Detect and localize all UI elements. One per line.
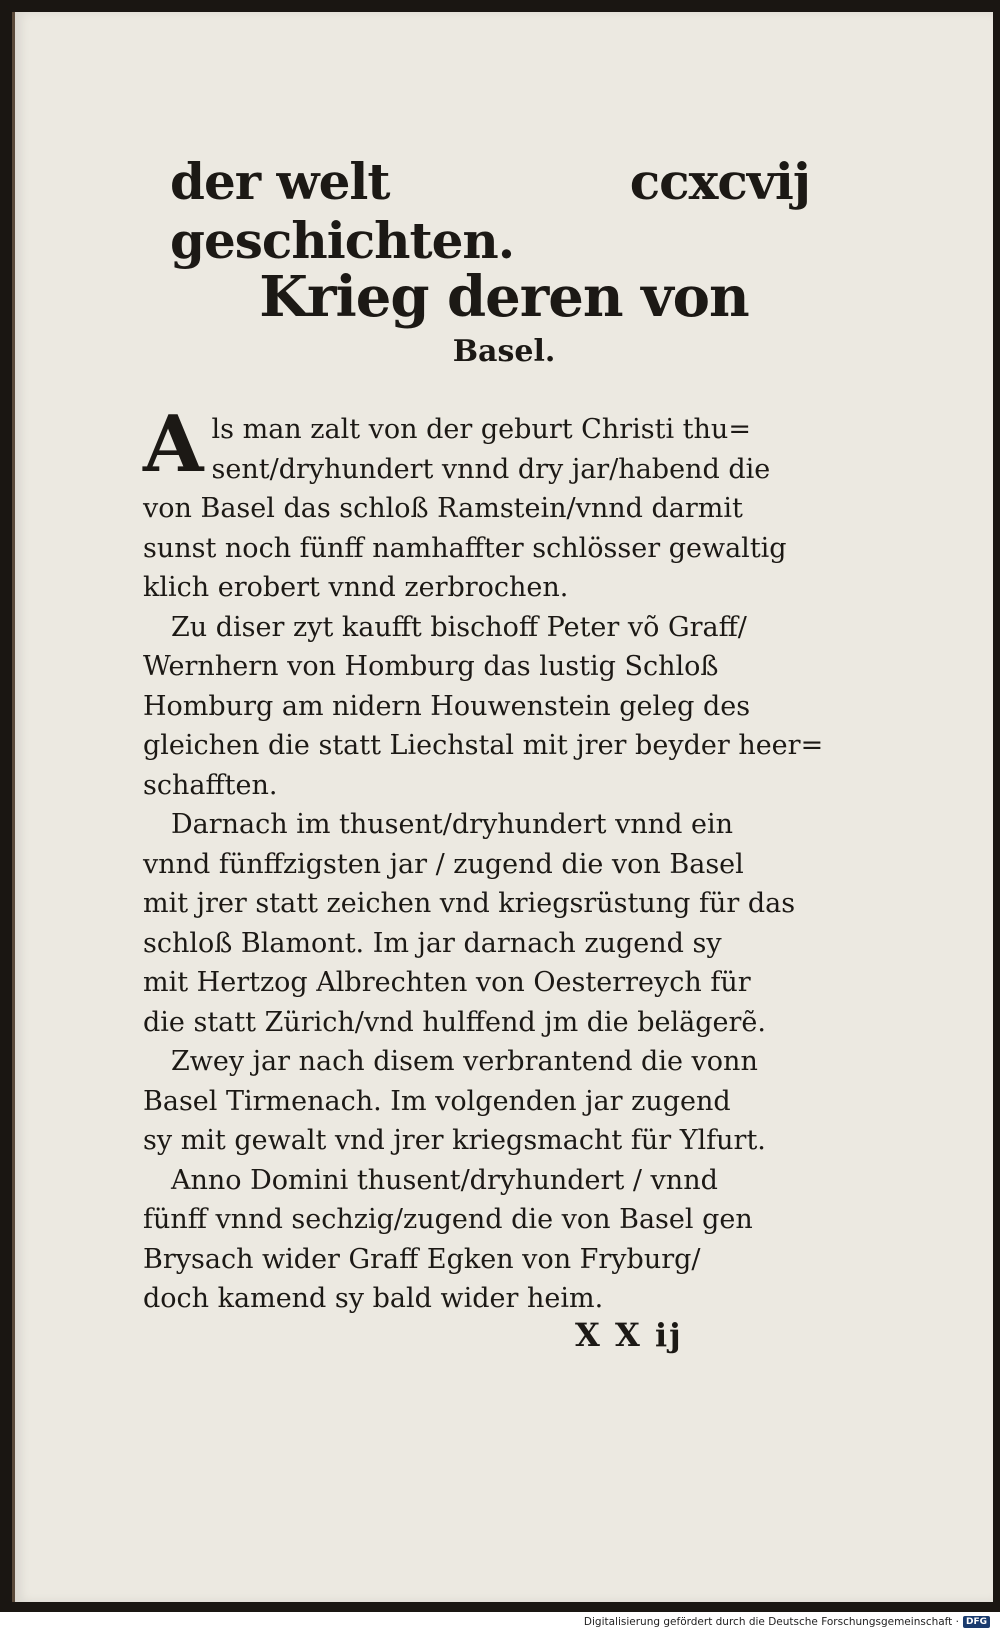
- chapter-title: Krieg deren von: [259, 264, 749, 330]
- text-line: Zwey jar nach disem verbrantend die vonn: [171, 1046, 758, 1077]
- footer-credit: Digitalisierung gefördert durch die Deutsche Forschungsgemeinschaft ·: [583, 1616, 959, 1628]
- chapter-title-continued: Basel.: [452, 334, 556, 369]
- text-line: Zu diser zyt kaufft bischoff Peter võ Graff/: [171, 611, 747, 643]
- text-line: sent/dryhundert vnnd dry jar/habend die: [211, 453, 771, 485]
- text-line: schafften.: [143, 769, 278, 801]
- body-text: [143, 399, 824, 1319]
- text-line: Homburg am nidern Houwenstein geleg des: [143, 690, 751, 722]
- text-line: ls man zalt von der geburt Christi thu=: [211, 414, 751, 445]
- text-line: Wernhern von Homburg das lustig Schloß: [143, 651, 719, 682]
- signature-mark: X X ij: [575, 1316, 683, 1354]
- text-line: gleichen die statt Liechstal mit jrer beyder heer=: [143, 730, 824, 761]
- text-line: vnnd fünffzigsten jar / zugend die von Basel: [143, 848, 744, 880]
- text-line: mit Hertzog Albrechten von Oesterreych für: [143, 967, 751, 998]
- text-line: Basel Tirmenach. Im volgenden jar zugend: [143, 1085, 731, 1117]
- text-line: mit jrer statt zeichen vnd kriegsrüstung für das: [143, 888, 796, 919]
- book-page: [12, 12, 993, 1602]
- running-head: [170, 152, 810, 270]
- text-line: klich erobert vnnd zerbrochen.: [143, 572, 569, 603]
- text-line: Darnach im thusent/dryhundert vnnd ein: [171, 809, 733, 840]
- dfg-logo-icon: DFG: [963, 1616, 990, 1628]
- text-line: sy mit gewalt vnd jrer kriegsmacht für Ylfurt.: [143, 1125, 766, 1156]
- text-line: die statt Zürich/vnd hulffend jm die belägerẽ.: [143, 1006, 766, 1038]
- running-title: der welt geschichten.: [170, 152, 515, 270]
- text-line: sunst noch fünff namhaffter schlösser gewaltig: [143, 532, 787, 564]
- digitization-footer: [584, 1616, 990, 1628]
- text-line: von Basel das schloß Ramstein/vnnd darmit: [143, 493, 743, 524]
- text-line: schloß Blamont. Im jar darnach zugend sy: [143, 927, 722, 959]
- text-line: Anno Domini thusent/dryhundert / vnnd: [171, 1164, 718, 1196]
- drop-initial: A: [143, 399, 204, 490]
- text-line: doch kamend sy bald wider heim.: [143, 1283, 604, 1314]
- text-line: Brysach wider Graff Egken von Fryburg/: [143, 1243, 701, 1275]
- folio-number: ccxcvij: [629, 152, 810, 211]
- text-line: fünff vnnd sechzig/zugend die von Basel gen: [143, 1204, 753, 1235]
